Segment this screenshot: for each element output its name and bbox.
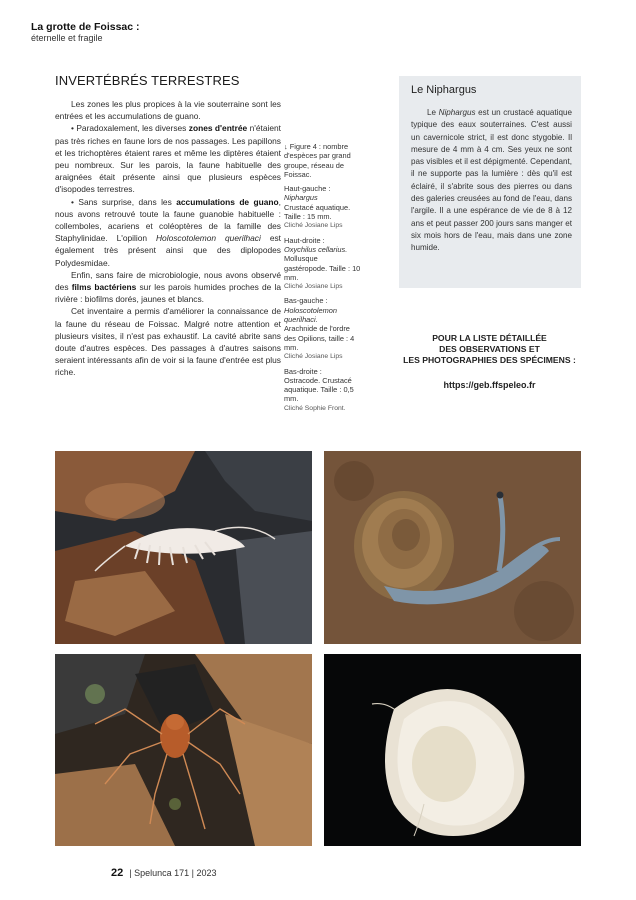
- bold-term-guano: accumulations de guano: [176, 196, 279, 207]
- caption-description: Arachnide de l'ordre des Opilions, taille : 4 mm.: [284, 324, 355, 352]
- text-run: • Sans surprise, dans les: [71, 196, 177, 207]
- paragraph-guano: [55, 196, 281, 269]
- snail-image: [324, 451, 581, 644]
- data-link-box: [386, 333, 593, 391]
- caption-description: Crustacé aquatique. Taille : 15 mm.: [284, 202, 351, 222]
- website-link[interactable]: https://geb.ffspeleo.fr: [443, 380, 536, 390]
- text-run: n'étaient pas très riches en faune lors de nos passages. Les papillons et les trichoptères étaient rares et même les diptères étaient peu nombreux. Sur les parois, la faune habituelle des araignées était présente ainsi que plusieurs espèces d'isopodes terrestres.: [55, 123, 281, 195]
- paragraph-intro: Les zones les plus propices à la vie souterraine sont les entrées et les accumulations de guano.: [55, 99, 281, 122]
- text-run: est également très présent ainsi que des diplopodes Polydesmidae.: [55, 233, 281, 268]
- journal-issue: | Spelunca 171 | 2023: [129, 868, 217, 878]
- niphargus-sidebar: [399, 76, 581, 288]
- promo-line: POUR LA LISTE DÉTAILLÉE: [432, 333, 547, 343]
- caption-species: Niphargus: [284, 193, 318, 203]
- photo-credit: Cliché Josiane Lips: [284, 222, 343, 230]
- caption-description: Mollusque gastéropode. Taille : 10 mm.: [284, 254, 361, 282]
- promo-line: DES OBSERVATIONS ET: [439, 344, 540, 354]
- photo-niphargus: [55, 451, 312, 644]
- section-title: INVERTÉBRÉS TERRESTRES: [55, 73, 240, 88]
- paragraph-biofilms: [55, 269, 281, 306]
- caption-intro: ↓ Figure 4 : nombre d'espèces par grand groupe, réseau de Foissac.: [284, 142, 351, 179]
- figure-captions: [284, 142, 362, 418]
- bold-term-biofilms: films bactériens: [71, 282, 137, 293]
- niphargus-image: [55, 451, 312, 644]
- text-run: Le: [427, 108, 439, 117]
- opilion-image: [55, 654, 312, 846]
- sidebar-title: Le Niphargus: [411, 84, 477, 96]
- photo-credit: Cliché Sophie Front.: [284, 404, 346, 412]
- text-run: , nous avons retrouvé toute la faune guanobie habituelle : collemboles, acariens et coléoptères de la famille des Staphylinidae. L'opilion: [55, 196, 281, 244]
- caption-position: Haut-gauche :: [284, 184, 331, 194]
- bold-term-entry-zones: zones d'entrée: [188, 123, 248, 134]
- running-head-subtitle: éternelle et fragile: [31, 33, 103, 43]
- species-name: Niphargus: [438, 108, 476, 117]
- species-name: Holoscotolemon querilhaci: [156, 233, 261, 244]
- photo-opilion: [55, 654, 312, 846]
- caption-position: Bas-gauche :: [284, 296, 328, 306]
- paragraph-conclusion: Cet inventaire a permis d'améliorer la connaissance de la faune du réseau de Foissac. Malgré notre attention et plusieurs visites, il n'est pas exhaustif. La cavité abrite sans doute d'autres espèces. Des passages à d'autres saisons seraient intéressants afin de voir si la faune d'entrée est plus riche.: [55, 306, 281, 378]
- photo-ostracod: [324, 654, 581, 846]
- page-number: 22: [111, 867, 124, 879]
- caption-bottom-left: [284, 296, 362, 361]
- caption-species: Oxychilus cellarius.: [284, 244, 348, 254]
- paragraph-entry-zones: [55, 122, 281, 195]
- page-footer: [111, 867, 217, 879]
- caption-species: Holoscotolemon querilhaci.: [284, 305, 337, 325]
- running-head: [31, 21, 140, 44]
- text-run: est un crustacé aquatique typique des eaux souterraines. C'est aussi un cavernicole strict, il est donc stygobie. Il mesure de 4 mm à 4 cm. Ses yeux ne sont pas visibles et il est dépigmenté. Cependant, il ne supporte pas la lumière : dès qu'il est éclairé, il s'abrite sous des pierres ou dans des galeries creusées au fond de l'eau, dans l'argile. Il a une espérance de vie de 8 à 12 ans et peut passer 200 jours sans manger et six mois hors de l'eau, mais dans une zone humide.: [411, 108, 572, 253]
- text-run: Enfin, sans faire de microbiologie, nous avons observé des: [55, 269, 281, 293]
- photo-credit: Cliché Josiane Lips: [284, 353, 343, 361]
- photo-snail: [324, 451, 581, 644]
- promo-line: LES PHOTOGRAPHIES DES SPÉCIMENS :: [403, 355, 576, 365]
- caption-top-left: [284, 184, 362, 230]
- caption-bottom-right: [284, 367, 362, 413]
- caption-top-right: [284, 236, 362, 292]
- caption-position: Haut-droite :: [284, 235, 325, 245]
- text-run: sur les parois humides proches de la rivière : biofilms dorés, jaunes et blancs.: [55, 282, 281, 305]
- photo-credit: Cliché Josiane Lips: [284, 283, 343, 291]
- sidebar-text: [411, 107, 572, 255]
- caption-description: Ostracode. Crustacé aquatique. Taille : 0,5 mm.: [284, 375, 354, 404]
- ostracod-image: [324, 654, 581, 846]
- text-run: • Paradoxalement, les diverses: [71, 123, 189, 134]
- caption-position: Bas-droite :: [284, 366, 322, 376]
- running-head-title: La grotte de Foissac :: [31, 21, 140, 33]
- article-body: [55, 98, 281, 379]
